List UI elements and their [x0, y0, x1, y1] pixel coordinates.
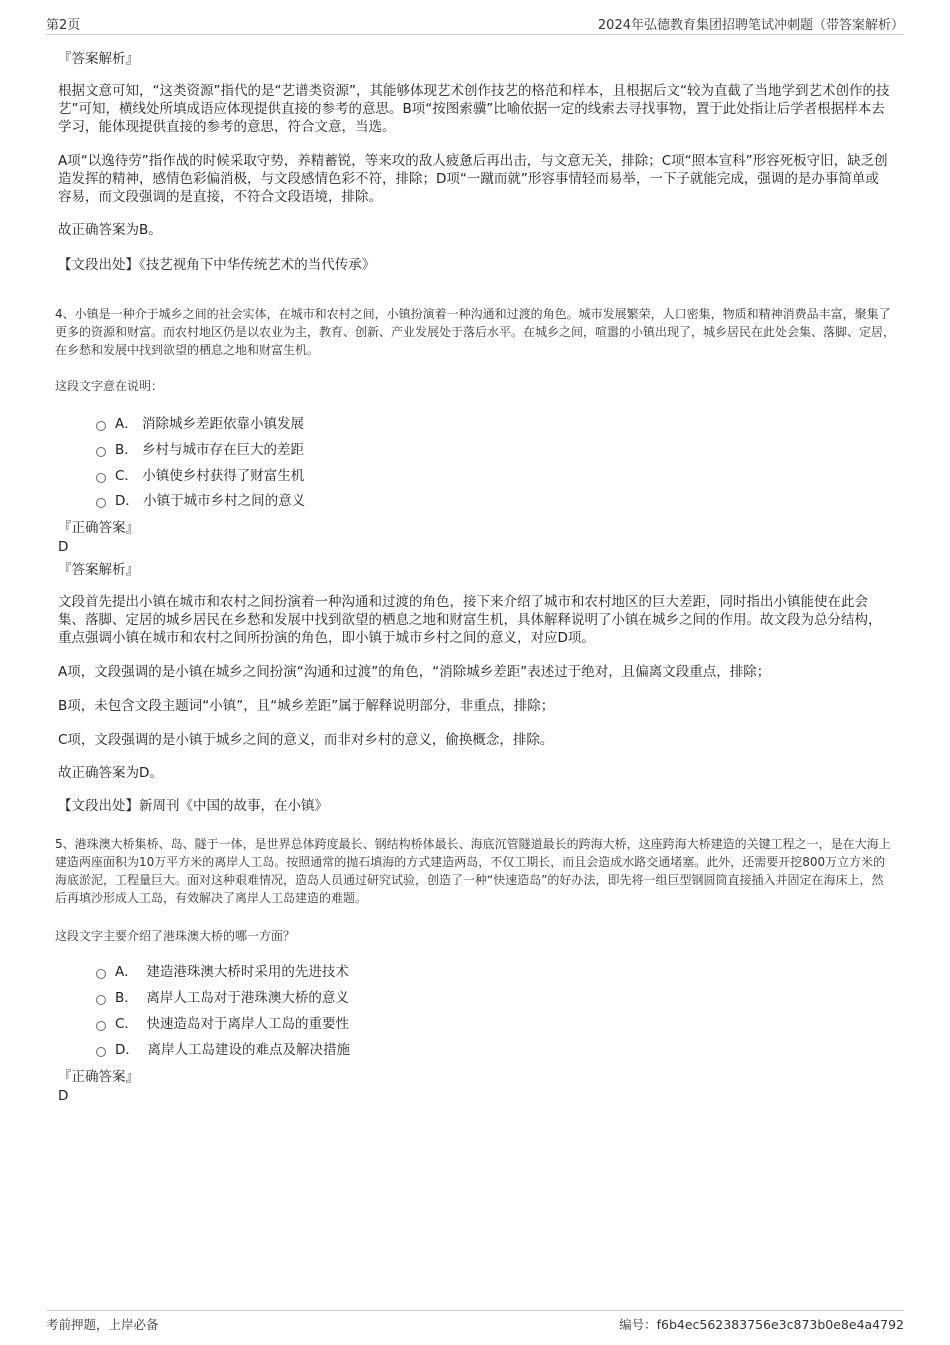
- radio-icon[interactable]: [96, 473, 106, 483]
- q4-source: 【文段出处】新周刊《中国的故事，在小镇》: [58, 798, 328, 814]
- q4-option-b[interactable]: [96, 441, 304, 459]
- q5-answer: D: [58, 1088, 69, 1104]
- q3-source: 【文段出处】《技艺视角下中华传统艺术的当代传承》: [58, 257, 376, 273]
- q5-answer-heading: 『正确答案』: [58, 1069, 139, 1085]
- q4-stem: 4、小镇是一种介于城乡之间的社会实体，在城市和农村之间，小镇扮演着一种沟通和过渡的角色。城市发展繁荣，人口密集，物质和精神消费品丰富，聚集了更多的资源和财富。而农村地区仍是以农业为主，教育、创新、产业发展处于落后水平。在城乡之间，喧嚣的小镇出现了，城乡居民在此处会集、落脚、定居，在乡愁和发展中找到欲望的栖息之地和财富生机。: [55, 307, 896, 357]
- q5-option-a[interactable]: [96, 963, 349, 981]
- q5-question: 这段文字主要介绍了港珠澳大桥的哪一方面？: [55, 929, 296, 943]
- radio-icon[interactable]: [96, 1021, 106, 1031]
- q5-option-d[interactable]: [96, 1041, 350, 1059]
- radio-icon[interactable]: [96, 1047, 106, 1057]
- footer-slogan: 考前押题，上岸必备: [46, 1317, 159, 1332]
- radio-icon[interactable]: [96, 995, 106, 1005]
- q4-answer-heading: 『正确答案』: [58, 520, 139, 536]
- q3-analysis-heading: 『答案解析』: [58, 51, 139, 67]
- q4-conclusion: 故正确答案为D。: [58, 765, 163, 781]
- page-footer: [46, 1310, 904, 1337]
- q4-answer: D: [58, 539, 69, 555]
- q4-analysis-paragraph-1: 文段首先提出小镇在城市和农村之间扮演着一种沟通和过渡的角色，接下来介绍了城市和农村地区的巨大差距，同时指出小镇能使在此会集、落脚、定居的城乡居民在乡愁和发展中找到欲望的栖息之地和财富生机，具体解释说明了小镇在城乡之间的作用。故文段为总分结构，重点强调小镇在城市和农村之间所扮演的角色，即小镇于城市乡村之间的意义，对应D项。: [58, 594, 882, 646]
- radio-icon[interactable]: [96, 421, 106, 431]
- option-label: B． 乡村与城市存在巨大的差距: [115, 442, 305, 458]
- q5-option-c[interactable]: [96, 1015, 349, 1033]
- q3-analysis-paragraph-1: 根据文意可知，“这类资源”指代的是“艺谱类资源”，其能够体现艺术创作技艺的格范和样本，且根据后文“较为直截了当地学到艺术创作的技艺”可知，横线处所填成语应体现提供直接的参考的意思。B项“按图索骥”比喻依据一定的线索去寻找事物，置于此处指让后学者根据样本去学习，能体现提供直接的参考的意思，符合文意，当选。: [58, 83, 890, 135]
- q5-option-b[interactable]: [96, 989, 349, 1007]
- q4-analysis-paragraph-3: B项，未包含文段主题词“小镇”，且“城乡差距”属于解释说明部分，非重点，排除；: [58, 698, 555, 714]
- radio-icon[interactable]: [96, 447, 106, 457]
- q4-question: 这段文字意在说明：: [55, 379, 164, 393]
- q3-conclusion: 故正确答案为B。: [58, 222, 162, 238]
- q5-stem: 5、港珠澳大桥集桥、岛、隧于一体，是世界总体跨度最长、钢结构桥体最长、海底沉管隧道最长的跨海大桥，这座跨海大桥建造的关键工程之一，是在大海上建造两座面积为10万平方米的离岸人工岛。按照通常的抛石填海的方式建造两岛，不仅工期长，而且会造成水路交通堵塞。此外，还需要开挖800万立方米的海底淤泥，工程量巨大。面对这种艰难情况，造岛人员通过研究试验，创造了一种“快速造岛”的好办法，即先将一组巨型钢圆筒直接插入并固定在海床上，然后再填沙形成人工岛，有效解决了离岸人工岛建造的难题。: [55, 837, 891, 905]
- option-label: C． 小镇使乡村获得了财富生机: [115, 468, 305, 484]
- option-label: A． 建造港珠澳大桥时采用的先进技术: [115, 964, 349, 980]
- option-label: D． 离岸人工岛建设的难点及解决措施: [115, 1042, 350, 1058]
- radio-icon[interactable]: [96, 498, 106, 508]
- q3-analysis-paragraph-2: A项“以逸待劳”指作战的时候采取守势，养精蓄锐，等来攻的敌人疲惫后再出击，与文意无关，排除；C项“照本宣科”形容死板守旧，缺乏创造发挥的精神，感情色彩偏消极，与文段感情色彩不符，排除；D项“一蹴而就”形容事情轻而易举，一下子就能完成，强调的是办事简单或容易，而文段强调的是直接，不符合文段语境，排除。: [58, 153, 888, 205]
- q4-analysis-paragraph-4: C项，文段强调的是小镇于城乡之间的意义，而非对乡村的意义，偷换概念，排除。: [58, 732, 554, 748]
- option-label: D． 小镇于城市乡村之间的意义: [115, 493, 306, 509]
- q4-analysis-paragraph-2: A项，文段强调的是小镇在城乡之间扮演“沟通和过渡”的角色，“消除城乡差距”表述过于绝对，且偏离文段重点，排除；: [58, 664, 771, 680]
- page-header: [46, 14, 904, 35]
- document-title: 2024年弘德教育集团招聘笔试冲刺题（带答案解析）: [597, 18, 904, 33]
- q4-option-c[interactable]: [96, 467, 304, 485]
- footer-code: 编号：f6b4ec562383756e3c873b0e8e4a4792: [619, 1317, 904, 1332]
- option-label: C． 快速造岛对于离岸人工岛的重要性: [115, 1016, 350, 1032]
- q4-option-a[interactable]: [96, 415, 304, 433]
- option-label: B． 离岸人工岛对于港珠澳大桥的意义: [115, 990, 349, 1006]
- q4-analysis-heading: 『答案解析』: [58, 562, 139, 578]
- page-number: 第2页: [46, 18, 81, 33]
- option-label: A． 消除城乡差距依靠小镇发展: [115, 416, 305, 432]
- q4-option-d[interactable]: [96, 492, 305, 510]
- radio-icon[interactable]: [96, 969, 106, 979]
